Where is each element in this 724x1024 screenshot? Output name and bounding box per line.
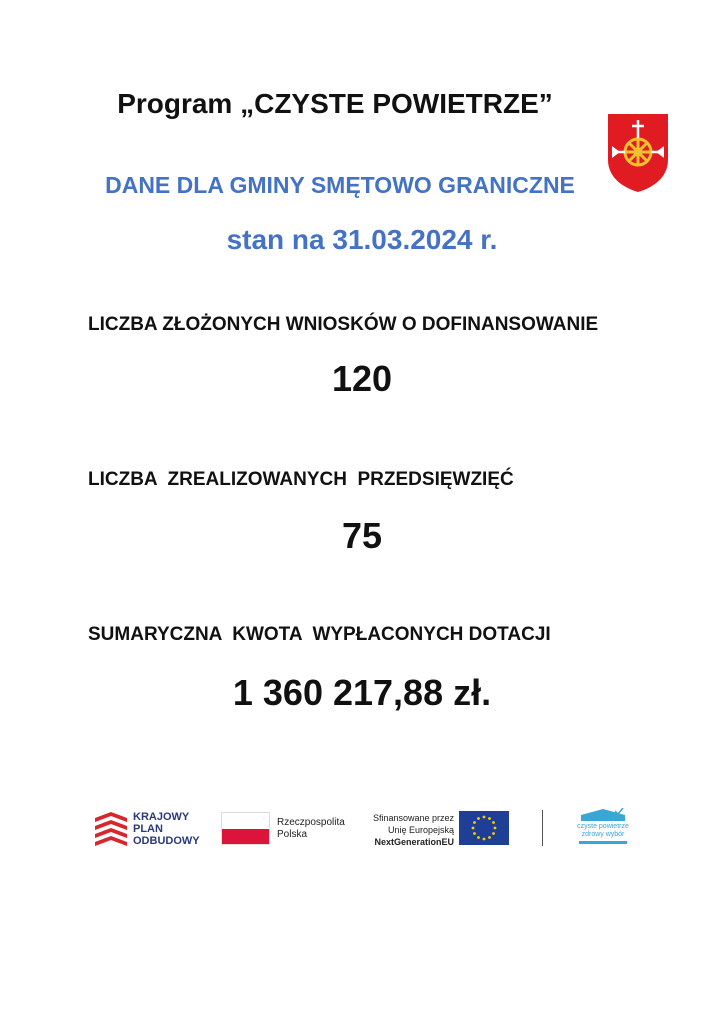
kpo-logo-icon [95, 812, 127, 846]
stat-label-total-grants: SUMARYCZNA KWOTA WYPŁACONYCH DOTACJI [88, 624, 551, 645]
logo-divider [542, 810, 543, 846]
status-date: stan na 31.03.2024 r. [226, 224, 498, 255]
stat-value-applications: 120 [331, 358, 393, 399]
stat-label-applications: LICZBA ZŁOŻONYCH WNIOSKÓW O DOFINANSOWANIE [88, 314, 599, 335]
eu-flag-icon [459, 811, 509, 845]
rp-logo-text: Rzeczpospolita Polska [277, 817, 345, 840]
municipality-heading: DANE DLA GMINY SMĘTOWO GRANICZNE [105, 172, 575, 198]
stat-value-total-grants: 1 360 217,88 zł. [232, 672, 492, 713]
polish-flag-icon [221, 812, 270, 845]
stat-label-completed-projects: LICZBA ZREALIZOWANYCH PRZEDSIĘWZIĘĆ [88, 469, 514, 490]
funding-logos [0, 800, 724, 860]
page-title: Program „CZYSTE POWIETRZE” [117, 88, 553, 119]
czyste-powietrze-underline [579, 841, 627, 844]
czyste-powietrze-text: czyste powietrze zdrowy wybór [577, 823, 629, 838]
stat-value-completed-projects: 75 [341, 515, 383, 556]
kpo-logo-text: KRAJOWY PLAN ODBUDOWY [133, 811, 200, 847]
czyste-powietrze-house-icon [579, 808, 627, 822]
eu-funding-text: Sfinansowane przez Unię Europejską NextGenerationEU [372, 813, 454, 847]
